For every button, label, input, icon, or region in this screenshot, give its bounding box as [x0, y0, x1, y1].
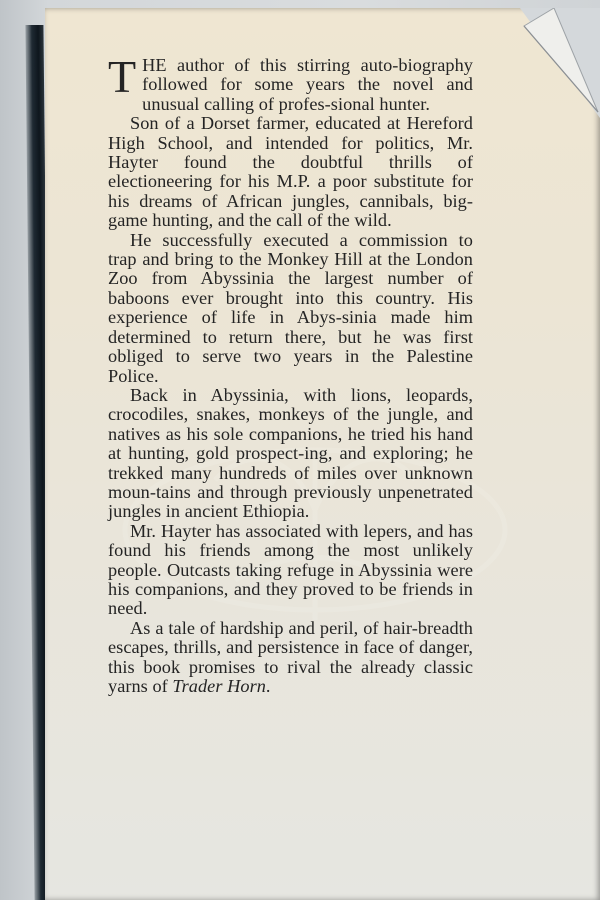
paragraph-companions: Mr. Hayter has associated with lepers, and has found his friends among the most unlikely people. Outcasts taking refuge in Abyssinia were his companions, and they proved to be friends in need.: [108, 520, 473, 619]
paragraph-zoo-commission: He successfully executed a commission to trap and bring to the Monkey Hill at the London Zoo from Abyssinia the largest number of baboons ever brought into this country. His experience of life in Abys-sinia made him determined to return there, but he was first obliged to serve two years in the Palestine Police.: [108, 229, 473, 386]
paragraph-abyssinia: Back in Abyssinia, with lions, leopards, crocodiles, snakes, monkeys of the jungle, and natives as his sole companions, he tried his hand at hunting, gold prospect-ing, and exploring; he trekked many hundreds of miles over unknown moun-tains and through previously unpenetrated jungles in ancient Ethiopia.: [108, 384, 473, 522]
book-reference: Trader Horn: [172, 676, 266, 696]
blurb-text: [108, 51, 473, 696]
paragraph-closing: [108, 619, 473, 697]
paragraph-intro: [108, 51, 473, 114]
closing-period: .: [265, 676, 271, 696]
paragraph-intro-text: HE author of this stirring auto-biography followed for some years the novel and unusual calling of profes-sional hunter.: [142, 55, 473, 114]
paragraph-closing-text: As a tale of hardship and peril, of hair-breadth escapes, thrills, and persistence in face of danger, this book promises to rival the already classic yarns of: [108, 617, 473, 696]
drop-cap: T: [108, 51, 137, 102]
paragraph-background: Son of a Dorset farmer, educated at Hereford High School, and intended for politics, Mr. Hayter found the doubtful thrills of electioneering for his M.P. a poor substitute for his dreams of African jungles, cannibals, big-game hunting, and the call of the wild.: [108, 113, 473, 231]
folded-corner-icon: [520, 8, 600, 118]
